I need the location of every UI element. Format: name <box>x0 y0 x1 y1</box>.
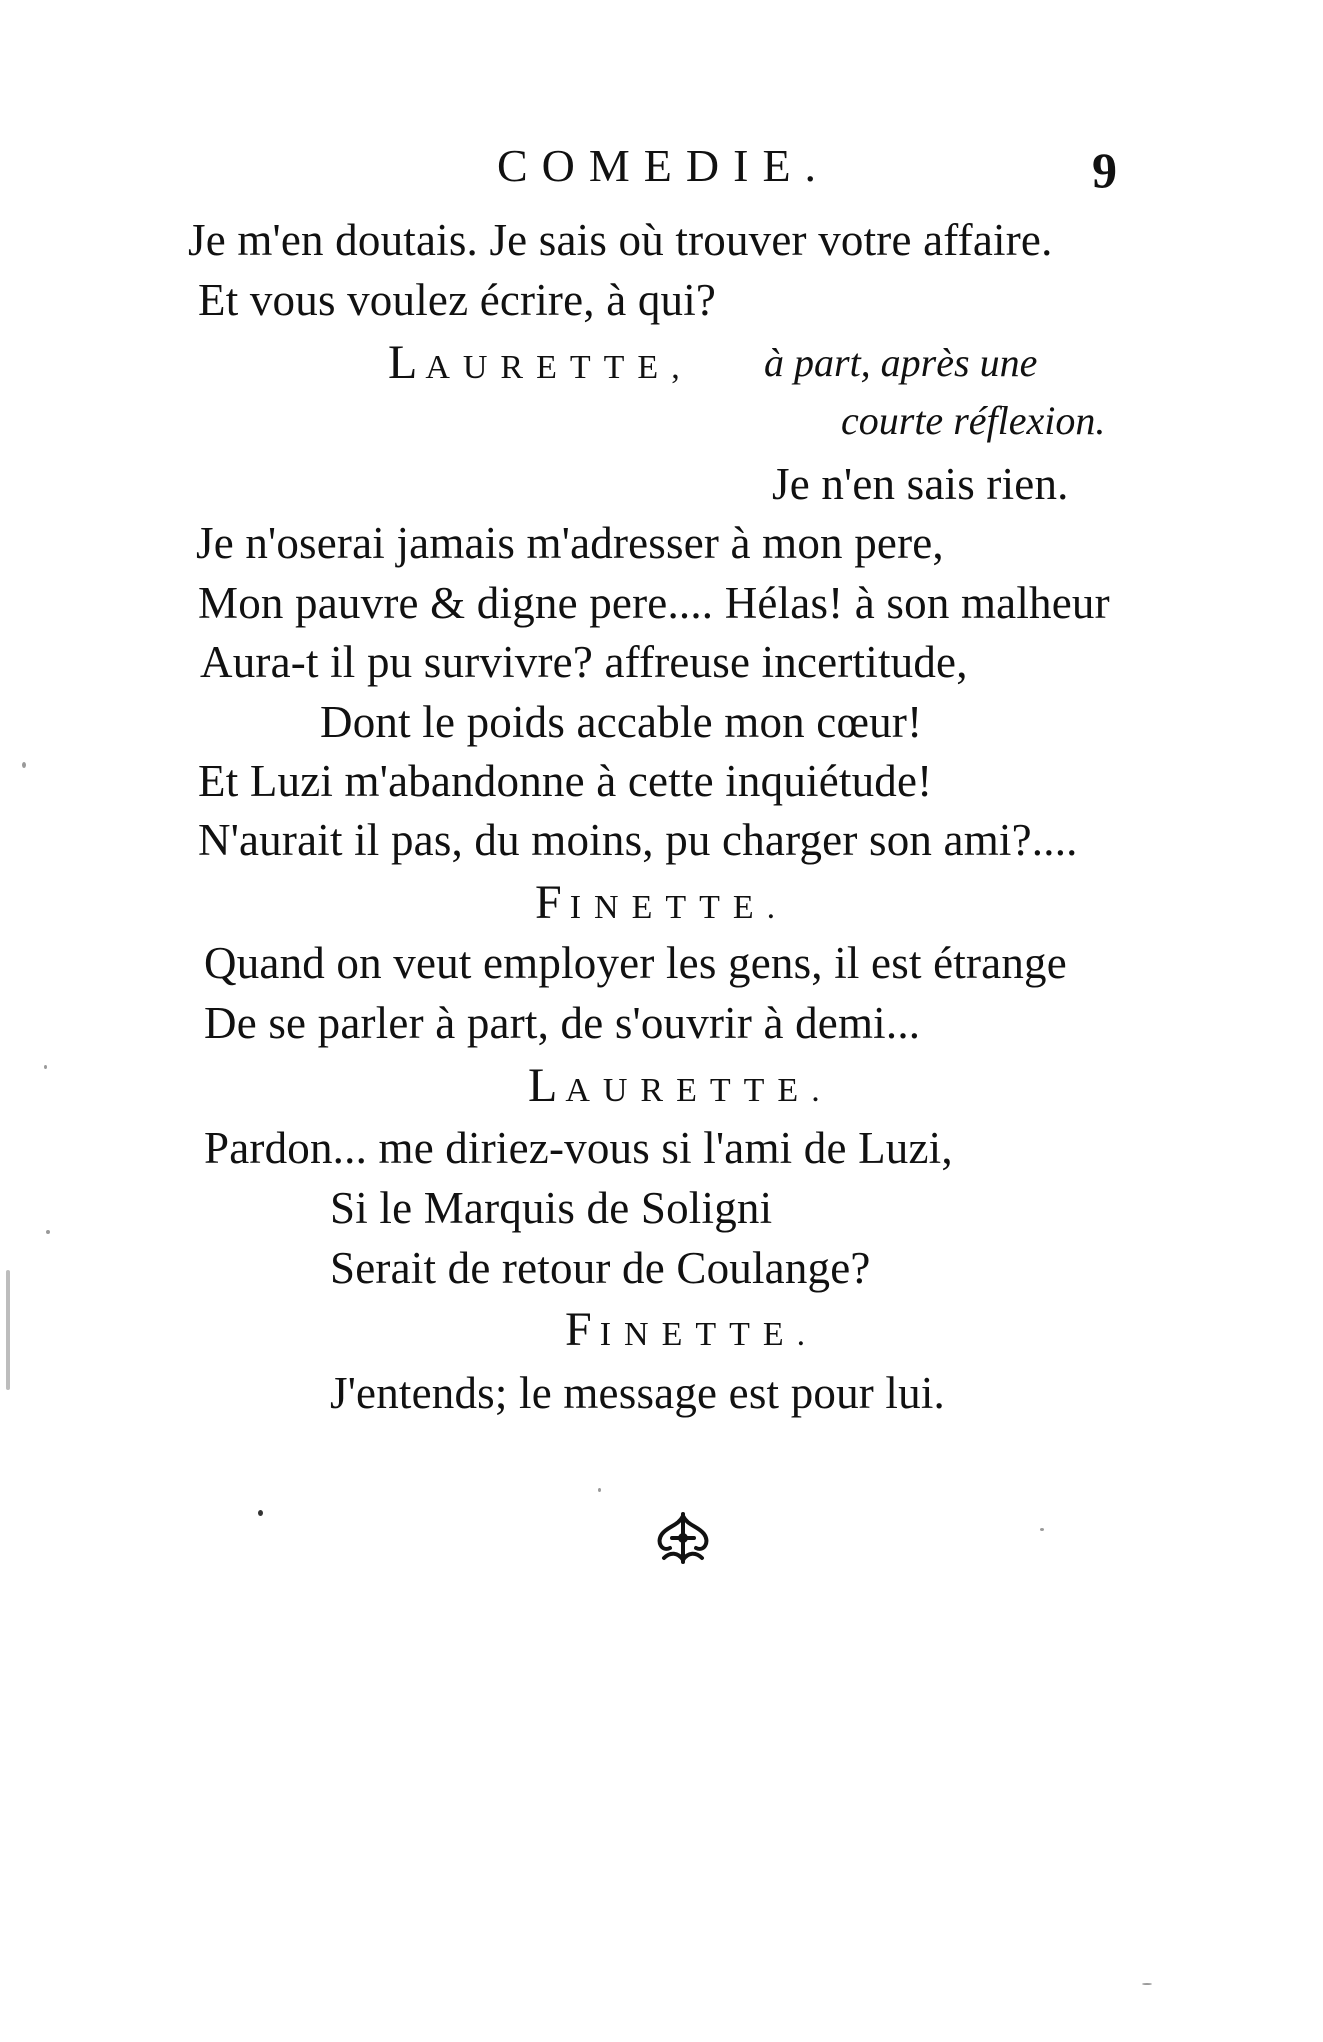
speaker-rest: AURETTE. <box>565 1072 833 1109</box>
verse-line: De se parler à part, de s'ouvrir à demi... <box>204 998 921 1048</box>
speaker-name <box>535 875 788 936</box>
speaker-initial: F <box>535 876 570 929</box>
speaker-initial: L <box>528 1059 566 1112</box>
stage-direction: à part, après une <box>764 340 1038 385</box>
scan-speck <box>258 1510 263 1516</box>
fleuron-ornament-icon <box>648 1508 718 1568</box>
scan-speck <box>1142 1983 1152 1985</box>
speaker-name <box>565 1302 818 1363</box>
scan-speck <box>46 1230 50 1234</box>
scan-speck <box>1040 1528 1044 1531</box>
verse-line: Quand on veut employer les gens, il est étrange <box>204 938 1067 988</box>
scan-edge-mark <box>6 1270 10 1390</box>
scan-speck <box>22 762 26 768</box>
verse-line: J'entends; le message est pour lui. <box>330 1368 945 1418</box>
speaker-initial: F <box>565 1303 600 1356</box>
page-number: 9 <box>1092 142 1117 198</box>
verse-line: Mon pauvre & digne pere.... Hélas! à son malheur <box>198 578 1110 628</box>
verse-line: Aura-t il pu survivre? affreuse incertitude, <box>200 637 968 687</box>
verse-line: Serait de retour de Coulange? <box>330 1243 871 1293</box>
verse-line: Et Luzi m'abandonne à cette inquiétude! <box>198 756 933 806</box>
verse-line: Si le Marquis de Soligni <box>330 1183 773 1233</box>
verse-line: Je n'oserai jamais m'adresser à mon pere, <box>196 518 944 568</box>
speaker-rest: INETTE. <box>569 889 789 926</box>
speaker-rest: AURETTE, <box>425 349 693 386</box>
stage-direction: courte réflexion. <box>841 398 1106 443</box>
verse-line: Je n'en sais rien. <box>772 459 1069 509</box>
speaker-name <box>528 1058 833 1119</box>
running-head-title: COMEDIE. <box>497 140 831 191</box>
verse-line: Pardon... me diriez-vous si l'ami de Luzi, <box>204 1123 953 1173</box>
verse-line: N'aurait il pas, du moins, pu charger son ami?.... <box>198 815 1078 865</box>
scan-speck <box>44 1065 47 1069</box>
verse-line: Dont le poids accable mon cœur! <box>320 697 923 747</box>
verse-line: Je m'en doutais. Je sais où trouver votre affaire. <box>188 215 1053 265</box>
verse-line: Et vous voulez écrire, à qui? <box>198 275 717 325</box>
speaker-rest: INETTE. <box>599 1316 819 1353</box>
scan-speck <box>598 1488 601 1492</box>
speaker-initial: L <box>388 336 426 389</box>
speaker-name <box>388 335 693 396</box>
